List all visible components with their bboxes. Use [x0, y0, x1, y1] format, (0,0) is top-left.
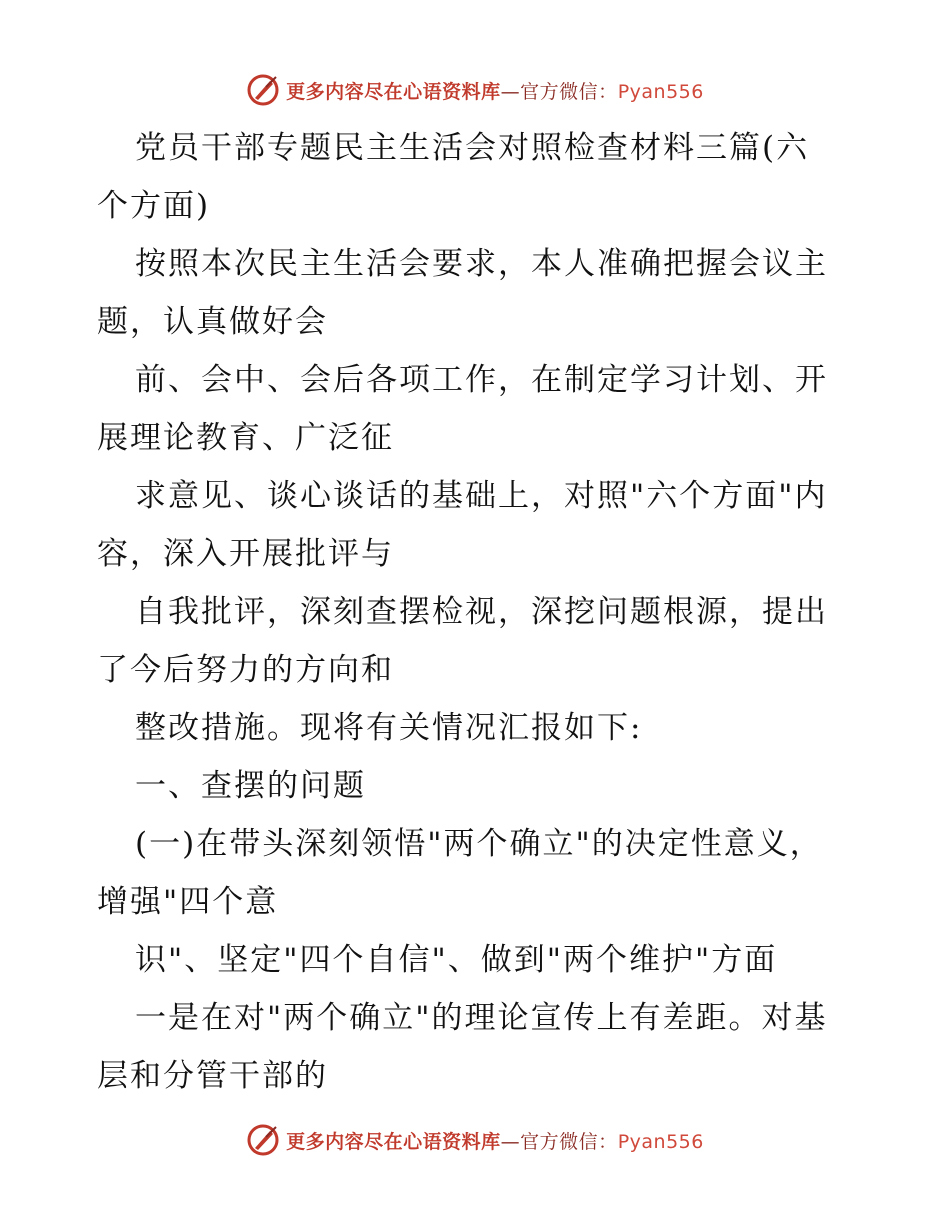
quill-logo-icon [246, 1123, 280, 1157]
text-line: 整改措施。现将有关情况汇报如下: [135, 710, 643, 746]
text-line: 党员干部专题民主生活会对照检查材料三篇(六 [135, 130, 810, 166]
text-line: 容，深入开展批评与 [97, 536, 394, 572]
text-line: 识"、坚定"四个自信"、做到"两个维护"方面 [135, 942, 778, 978]
text-line: 前、会中、会后各项工作，在制定学习计划、开 [135, 362, 828, 398]
text-line: 一、查摆的问题 [135, 768, 366, 804]
text-line: 展理论教育、广泛征 [97, 420, 394, 456]
text-line: 自我批评，深刻查摆检视，深挖问题根源，提出 [135, 594, 828, 630]
text-line: 一是在对"两个确立"的理论宣传上有差距。对基 [135, 1000, 828, 1036]
watermark-text [286, 1127, 704, 1154]
watermark-wechat-label: 官方微信： [520, 1130, 618, 1153]
watermark-dash: — [500, 1130, 521, 1153]
watermark-wechat-label: 官方微信： [520, 80, 618, 103]
text-line: 增强"四个意 [97, 884, 279, 920]
text-line: 层和分管干部的 [97, 1058, 328, 1094]
watermark-text [286, 77, 704, 104]
quill-logo-icon [246, 73, 280, 107]
watermark-site: 更多内容尽在心语资料库 [286, 80, 501, 103]
watermark-wechat-id: Pyan556 [617, 1130, 704, 1153]
watermark-footer [0, 1120, 950, 1160]
text-line: 求意见、谈心谈话的基础上，对照"六个方面"内 [135, 478, 828, 514]
watermark-dash: — [500, 80, 521, 103]
text-line: (一)在带头深刻领悟"两个确立"的决定性意义， [135, 826, 823, 862]
watermark-header [0, 70, 950, 110]
text-line: 按照本次民主生活会要求，本人准确把握会议主 [135, 246, 828, 282]
watermark-wechat-id: Pyan556 [617, 80, 704, 103]
text-line: 了今后努力的方向和 [97, 652, 394, 688]
document-body [97, 119, 857, 1105]
watermark-site: 更多内容尽在心语资料库 [286, 1130, 501, 1153]
text-line: 题，认真做好会 [97, 304, 328, 340]
text-line: 个方面) [97, 188, 211, 224]
